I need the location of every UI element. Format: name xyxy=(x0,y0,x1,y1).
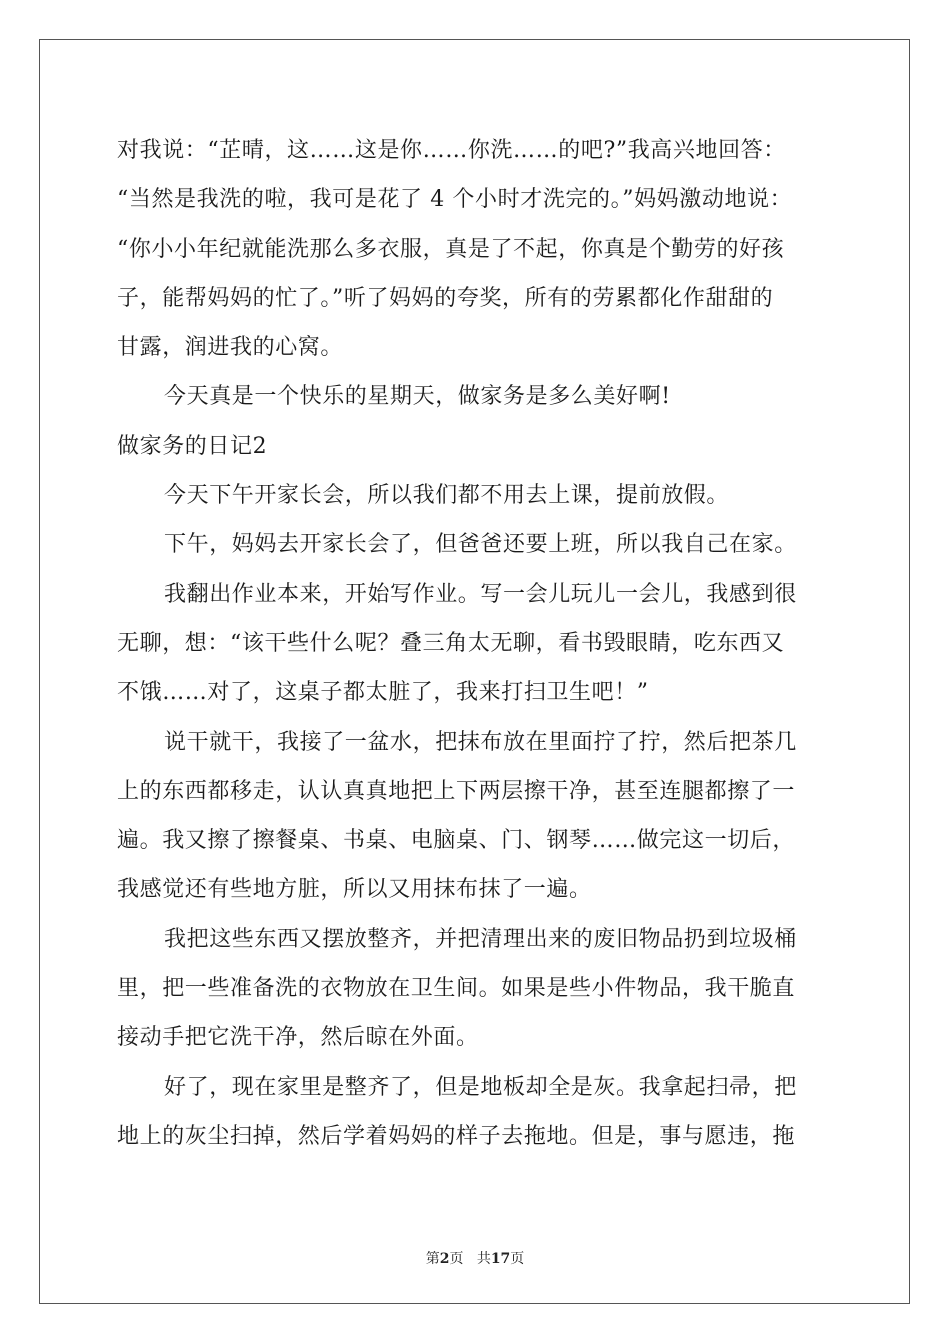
text-line: 里，把一些准备洗的衣物放在卫生间。如果是些小件物品，我干脆直 xyxy=(117,976,796,1002)
text-line: 不饿……对了，这桌子都太脏了，我来打扫卫生吧！” xyxy=(117,680,649,706)
text-line: 地上的灰尘扫掉，然后学着妈妈的样子去拖地。但是，事与愿违，拖 xyxy=(117,1123,796,1149)
paragraph-start: 下午，妈妈去开家长会了，但爸爸还要上班，所以我自己在家。 xyxy=(164,532,797,558)
paragraph-start: 今天下午开家长会，所以我们都不用去上课，提前放假。 xyxy=(164,483,730,509)
paragraph-start: 我把这些东西又摆放整齐，并把清理出来的废旧物品扔到垃圾桶 xyxy=(164,926,797,952)
text-line: 无聊，想：“该干些什么呢？叠三角太无聊，看书毁眼睛，吃东西又 xyxy=(117,630,785,656)
section-title: 做家务的日记2 xyxy=(117,433,268,459)
text-line: 子，能帮妈妈的忙了。”听了妈妈的夸奖，所有的劳累都化作甜甜的 xyxy=(117,285,774,311)
paragraph-start: 我翻出作业本来，开始写作业。写一会儿玩儿一会儿，我感到很 xyxy=(164,581,797,607)
text-line: 我感觉还有些地方脏，所以又用抹布抹了一遍。 xyxy=(117,877,592,903)
total-pages: 17 xyxy=(490,1251,511,1267)
paragraph-start: 好了，现在家里是整齐了，但是地板却全是灰。我拿起扫帚，把 xyxy=(164,1074,797,1100)
page-number: 2 xyxy=(439,1251,450,1267)
text-line: “当然是我洗的啦，我可是花了 4 个小时才洗完的。”妈妈激动地说： xyxy=(117,187,793,213)
page-prefix: 第 xyxy=(425,1251,440,1267)
text-line: 甘露，润进我的心窝。 xyxy=(117,335,344,361)
page-suffix: 页 xyxy=(449,1251,464,1267)
total-prefix: 共 xyxy=(476,1251,491,1267)
text-line: 对我说：“芷晴，这……这是你……你洗……的吧?”我高兴地回答： xyxy=(117,138,786,163)
document-body xyxy=(117,126,835,1161)
text-line: 遍。我又擦了擦餐桌、书桌、电脑桌、门、钢琴……做完这一切后， xyxy=(117,828,796,854)
text-line: “你小小年纪就能洗那么多衣服，真是了不起，你真是个勤劳的好孩 xyxy=(117,236,785,262)
total-suffix: 页 xyxy=(510,1251,525,1267)
page-footer xyxy=(0,1248,950,1268)
text-line: 接动手把它洗干净，然后晾在外面。 xyxy=(117,1025,479,1051)
paragraph-start: 今天真是一个快乐的星期天，做家务是多么美好啊! xyxy=(164,384,671,410)
text-line: 上的东西都移走，认认真真地把上下两层擦干净，甚至连腿都擦了一 xyxy=(117,778,796,804)
paragraph-start: 说干就干，我接了一盆水，把抹布放在里面拧了拧，然后把茶几 xyxy=(164,729,797,755)
